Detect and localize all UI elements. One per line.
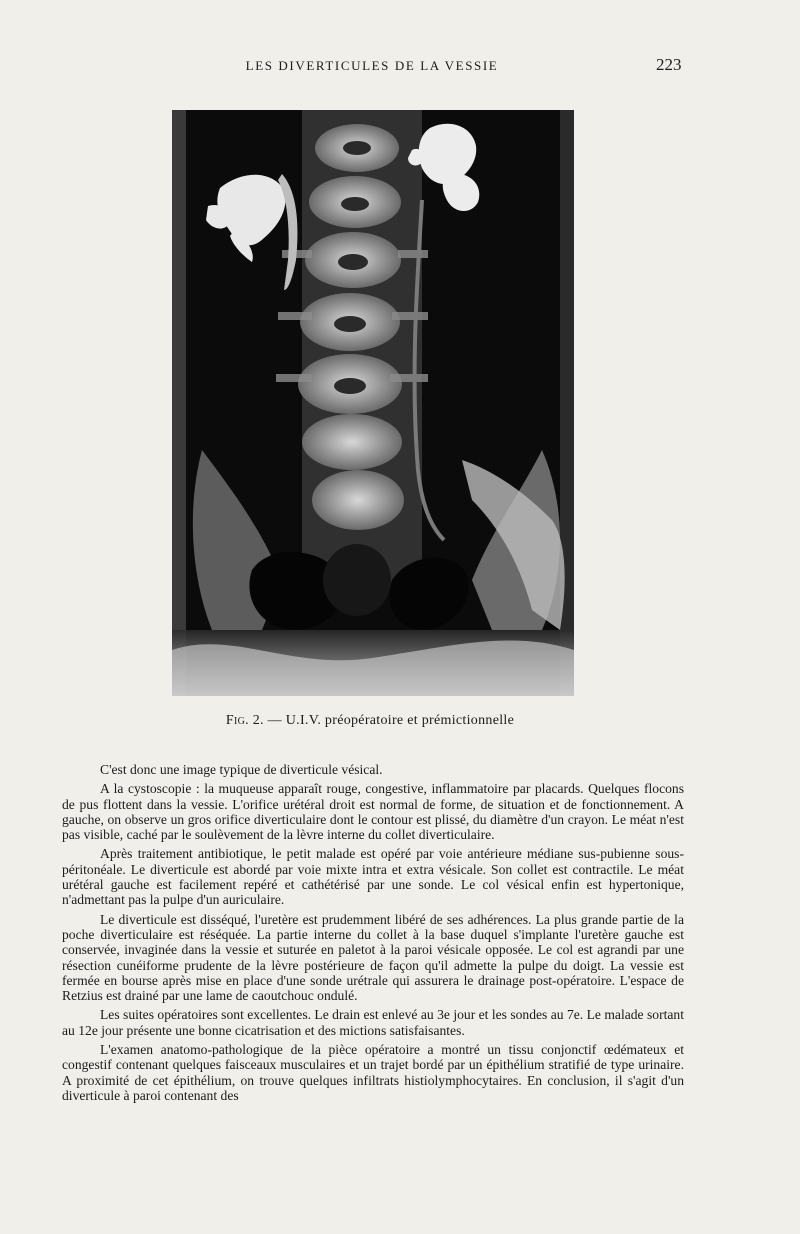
xray-figure (172, 110, 574, 696)
page-number: 223 (656, 55, 682, 74)
paragraph: A la cystoscopie : la muqueuse apparaît rouge, congestive, inflammatoire par placards. Quelques flocons de pus flottent dans la vessie. L'orifice urétéral droit est normal de forme, de situation et de fonctionnement. A gauche, on observe un gros orifice diverticulaire dont le contour est plissé, du diamètre d'un crayon. Le méat n'est pas visible, caché par le soulèvement de la lèvre interne du collet diverticulaire. (62, 781, 684, 843)
paragraph: L'examen anatomo-pathologique de la pièce opératoire a montré un tissu conjonctif œdémateux et congestif contenant quelques faisceaux musculaires et un trajet bordé par un épithélium stratifié de type urinaire. A proximité de cet épithélium, on trouve quelques infiltrats histiolymphocytaires. En conclusion, il s'agit d'un diverticule à paroi contenant des (62, 1042, 684, 1103)
caption-text: U.I.V. préopératoire et prémictionnelle (285, 713, 515, 728)
paragraph: Après traitement antibiotique, le petit malade est opéré par voie antérieure médiane sus-pubienne sous-péritonéale. Le diverticule est abordé par voie mixte intra et extra vésicale. Son collet est contractile. Le méat urétéral gauche est facilement repéré et cathétérisé par une sonde. Le col vésical enfin est hypertonique, n'admettant pas la pulpe d'un auriculaire. (62, 846, 684, 908)
caption-separator: — (263, 713, 286, 728)
xray-image (172, 110, 574, 696)
running-header: LES DIVERTICULES DE LA VESSIE (245, 58, 499, 73)
paragraph: Le diverticule est disséqué, l'uretère est prudemment libéré de ses adhérences. La plus grande partie de la poche diverticulaire est réséquée. La partie interne du collet à la base duquel s'implante l'uretère gauche est conservée, invaginée dans la vessie et suturée en paletot à la paroi vésicale opposée. Le col est agrandi par une résection cunéiforme prudente de la lèvre postérieure de façon qu'il admette la pulpe du doigt. La vessie est fermée en bourse après mise en place d'une sonde urétrale qui assurera le drainage post-opératoire. L'espace de Retzius est drainé par une lame de caoutchouc ondulé. (62, 911, 684, 1004)
caption-label: Fig. 2. (225, 713, 264, 728)
paragraph: C'est donc une image typique de diverticule vésical. (100, 762, 383, 777)
body-text (62, 762, 684, 1107)
paragraph: Les suites opératoires sont excellentes. Le drain est enlevé au 3e jour et les sondes au 7e. Le malade sortant au 12e jour présente une bonne cicatrisation et des mictions satisfaisantes. (62, 1007, 684, 1038)
figure-caption (0, 713, 740, 729)
